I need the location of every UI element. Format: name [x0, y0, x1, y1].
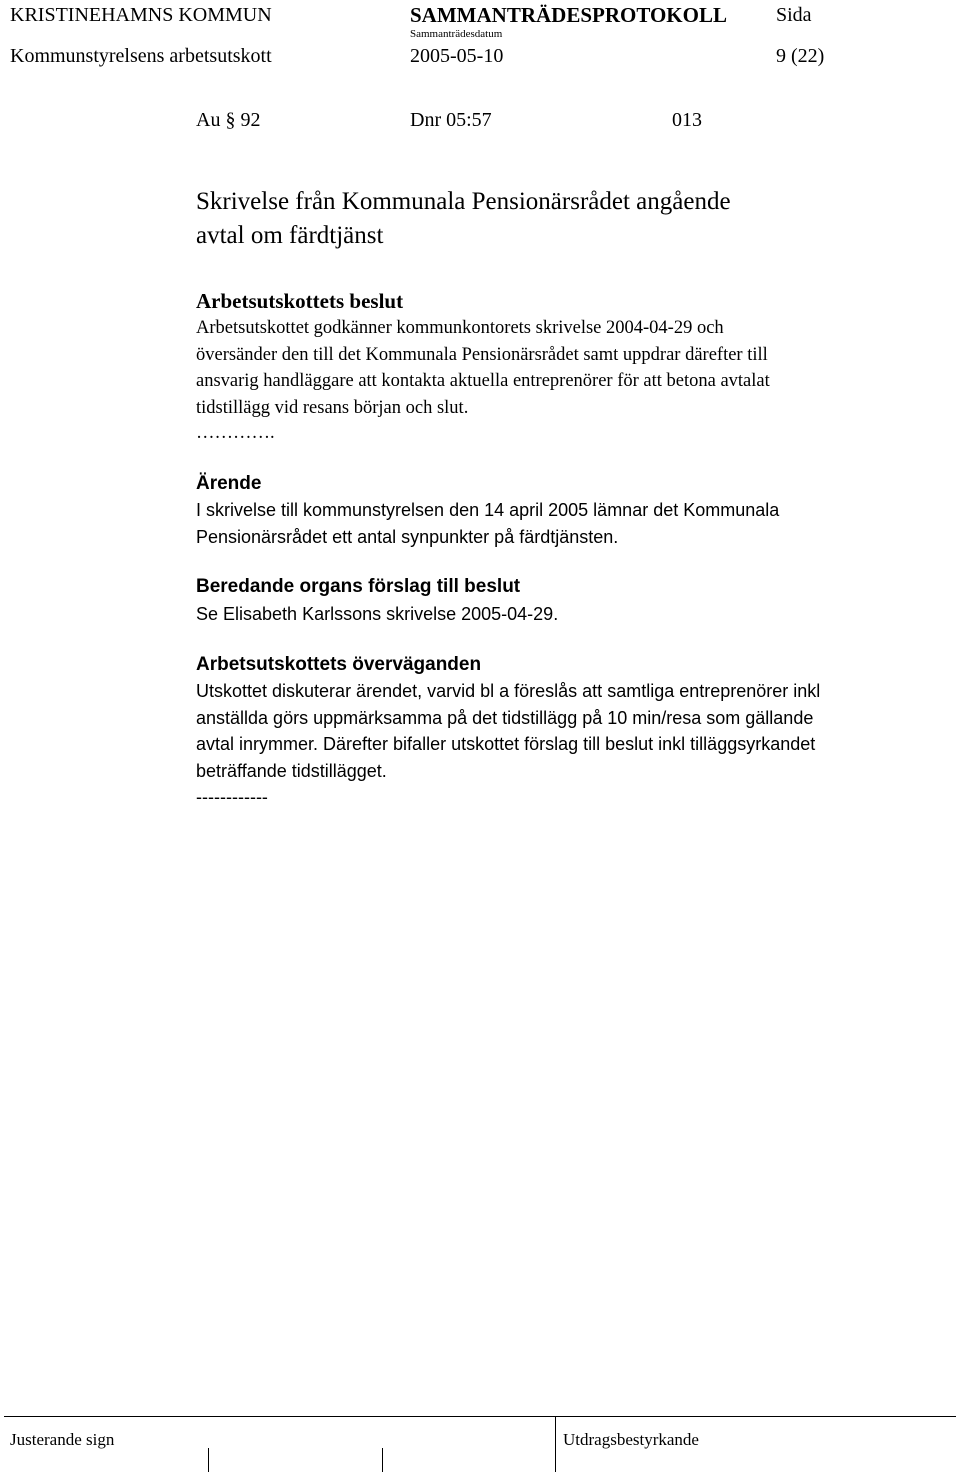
- text-line: beträffande tidstillägget.: [196, 760, 387, 781]
- end-dashes: ------------: [196, 787, 268, 807]
- considerations-heading: Arbetsutskottets överväganden: [196, 654, 482, 675]
- meeting-date: 2005-05-10: [410, 45, 504, 67]
- footer-divider: [555, 1417, 556, 1472]
- justification-sign-label: Justerande sign: [10, 1430, 115, 1449]
- meeting-date-label: Sammanträdesdatum: [410, 28, 503, 40]
- title-line: Skrivelse från Kommunala Pensionärsrådet angående: [196, 188, 731, 215]
- decision-heading: Arbetsutskottets beslut: [196, 289, 404, 313]
- page-label: Sida: [776, 4, 812, 26]
- text-line: ansvarig handläggare att kontakta aktuella entreprenörer för att betona avtalat: [196, 371, 770, 391]
- committee-name: Kommunstyrelsens arbetsutskott: [10, 45, 272, 67]
- signature-box-divider: [208, 1448, 209, 1472]
- text-line: I skrivelse till kommunstyrelsen den 14 april 2005 lämnar det Kommunala: [196, 500, 780, 520]
- section-number: 92: [240, 109, 261, 131]
- section-reference: [196, 108, 260, 132]
- text-line: avtal inrymmer. Därefter bifaller utskottet förslag till beslut inkl tilläggsyrkandet: [196, 734, 816, 754]
- text-line: översänder den till det Kommunala Pensionärsrådet samt uppdrar därefter till: [196, 344, 768, 365]
- decision-text: [196, 315, 916, 421]
- proposal-heading: Beredande organs förslag till beslut: [196, 576, 521, 597]
- matter-heading: Ärende: [196, 473, 262, 494]
- protocol-title: SAMMANTRÄDESPROTOKOLL: [410, 3, 727, 27]
- considerations-text: [196, 678, 916, 784]
- signature-box-divider: [382, 1448, 383, 1472]
- text-line: Pensionärsrådet ett antal synpunkter på färdtjänsten.: [196, 526, 619, 547]
- case-code: 013: [672, 109, 702, 131]
- page-number: 9 (22): [776, 45, 825, 67]
- section-symbol: §: [225, 109, 236, 131]
- footer-top-rule: [4, 1416, 956, 1417]
- text-line: Arbetsutskottet godkänner kommunkontorets skrivelse 2004-04-29 och: [196, 318, 724, 338]
- separator-dots: ………….: [196, 423, 275, 443]
- text-line: anställda görs uppmärksamma på det tidstillägg på 10 min/resa som gällande: [196, 707, 814, 728]
- extract-certification-label: Utdragsbestyrkande: [563, 1430, 699, 1449]
- text-line: Utskottet diskuterar ärendet, varvid bl a föreslås att samtliga entreprenörer inkl: [196, 681, 821, 701]
- text-line: tidstillägg vid resans början och slut.: [196, 397, 469, 418]
- section-prefix: Au: [196, 109, 221, 131]
- proposal-text: Se Elisabeth Karlssons skrivelse 2005-04-29.: [196, 604, 559, 624]
- title-line: avtal om färdtjänst: [196, 222, 384, 249]
- matter-text: [196, 497, 916, 550]
- dnr-number: Dnr 05:57: [410, 109, 492, 131]
- document-title: [196, 185, 916, 253]
- municipality-name: KRISTINEHAMNS KOMMUN: [10, 4, 272, 26]
